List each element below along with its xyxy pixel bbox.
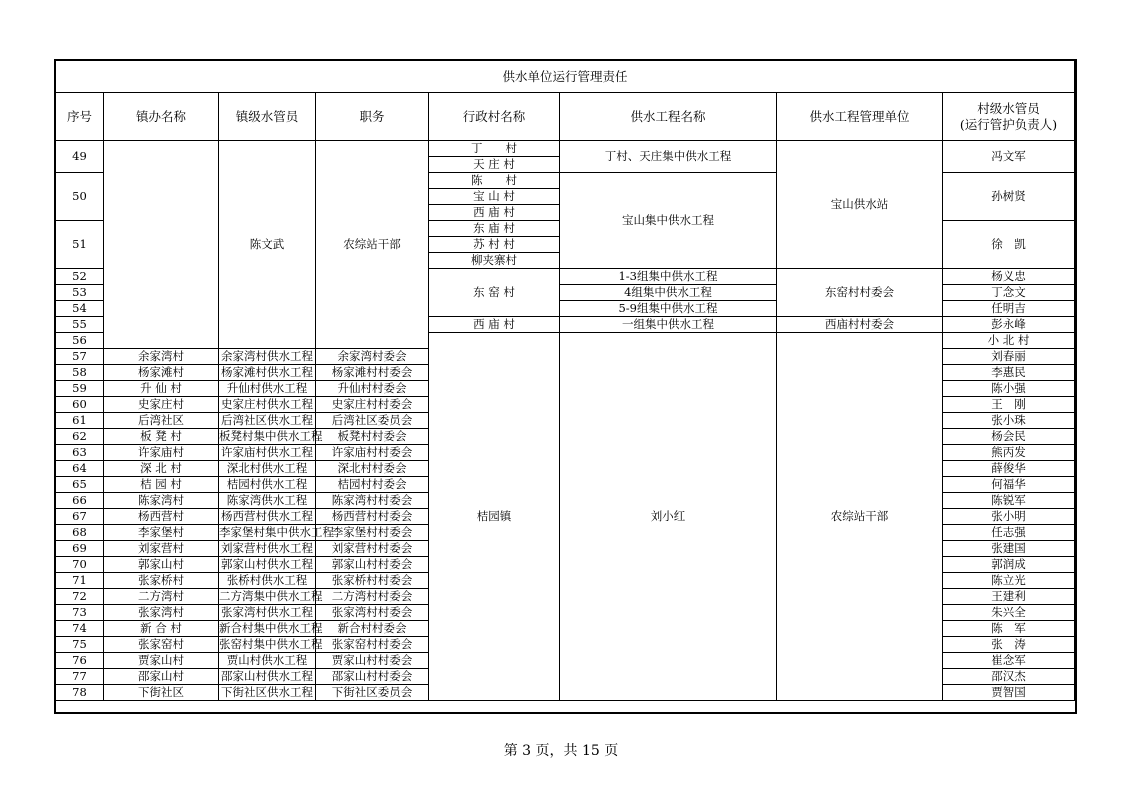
- unit-cell: 杨西营村村委会: [316, 509, 429, 525]
- manager-cell: 邵汉杰: [943, 669, 1075, 685]
- unit-cell: 桔园村村委会: [316, 477, 429, 493]
- village-cell: 新 合 村: [104, 621, 219, 637]
- village-cell: 后湾社区: [104, 413, 219, 429]
- project-cell: 新合村集中供水工程: [219, 621, 323, 635]
- village-cell: 下街社区: [104, 685, 219, 701]
- seq-cell: 65: [56, 477, 104, 493]
- village-cell: 东 窑 村: [429, 269, 560, 317]
- village-cell: 杨家滩村: [104, 365, 219, 381]
- header-position: 职务: [316, 93, 429, 141]
- manager-cell: 刘春丽: [943, 349, 1075, 365]
- seq-cell: 64: [56, 461, 104, 477]
- seq-cell: 51: [56, 221, 104, 269]
- seq-cell: 54: [56, 301, 104, 317]
- manager-cell: 张建国: [943, 541, 1075, 557]
- project-cell: 史家庄村供水工程: [219, 397, 316, 413]
- village-cell: 陈家湾村: [104, 493, 219, 509]
- water-supply-table: [55, 60, 1075, 701]
- responsibility-sheet: [55, 60, 1075, 701]
- village-cell: 张家湾村: [104, 605, 219, 621]
- seq-cell: 76: [56, 653, 104, 669]
- village-cell: 李家堡村: [104, 525, 219, 541]
- seq-cell: 49: [56, 141, 104, 173]
- unit-cell: 西庙村村委会: [777, 317, 943, 333]
- unit-cell: 张家桥村村委会: [316, 573, 429, 589]
- unit-cell: 下街社区委员会: [316, 685, 429, 701]
- unit-cell: 张家湾村村委会: [316, 605, 429, 621]
- seq-cell: 69: [56, 541, 104, 557]
- unit-cell: 史家庄村村委会: [316, 397, 429, 413]
- project-cell: 郭家山村供水工程: [219, 557, 316, 573]
- seq-cell: 53: [56, 285, 104, 301]
- village-cell: 二方湾村: [104, 589, 219, 605]
- project-cell: 贾山村供水工程: [219, 653, 316, 669]
- project-cell: 5-9组集中供水工程: [560, 301, 777, 317]
- manager-cell: 杨义忠: [943, 269, 1075, 285]
- seq-cell: 62: [56, 429, 104, 445]
- seq-cell: 56: [56, 333, 104, 349]
- seq-cell: 68: [56, 525, 104, 541]
- town-cell: 桔园镇: [429, 333, 560, 701]
- position-cell: 农综站干部: [777, 333, 943, 701]
- manager-cell: 郭润成: [943, 557, 1075, 573]
- manager-cell: 任志强: [943, 525, 1075, 541]
- seq-cell: 73: [56, 605, 104, 621]
- project-cell: 陈家湾供水工程: [219, 493, 316, 509]
- project-cell: 张窑村集中供水工程: [219, 637, 323, 651]
- manager-cell: 冯文军: [943, 141, 1075, 173]
- unit-cell: 东窑村村委会: [777, 269, 943, 317]
- village-cell: 西 庙 村: [429, 205, 560, 221]
- project-cell: 板凳村集中供水工程: [219, 429, 323, 443]
- seq-cell: 78: [56, 685, 104, 701]
- manager-cell: 彭永峰: [943, 317, 1075, 333]
- project-cell: 丁村、天庄集中供水工程: [560, 141, 777, 173]
- manager-cell: 陈立光: [943, 573, 1075, 589]
- position-cell: 农综站干部: [316, 141, 429, 349]
- manager-cell: 贾智国: [943, 685, 1075, 701]
- header-unit: 供水工程管理单位: [777, 93, 943, 141]
- project-cell: 李家堡村集中供水工程: [219, 525, 334, 539]
- village-cell: 郭家山村: [104, 557, 219, 573]
- village-cell: 苏 村 村: [429, 237, 560, 253]
- seq-cell: 75: [56, 637, 104, 653]
- manager-cell: 朱兴全: [943, 605, 1075, 621]
- project-cell: 宝山集中供水工程: [560, 173, 777, 269]
- project-cell: 杨西营村供水工程: [219, 509, 316, 525]
- unit-cell: 郭家山村村委会: [316, 557, 429, 573]
- header-town: 镇办名称: [104, 93, 219, 141]
- seq-cell: 66: [56, 493, 104, 509]
- page-footer: 第 3 页，共 15 页: [503, 743, 619, 759]
- project-cell: 邵家山村供水工程: [219, 669, 316, 685]
- unit-cell: 深北村村委会: [316, 461, 429, 477]
- seq-cell: 58: [56, 365, 104, 381]
- header-town-official: 镇级水管员: [219, 93, 316, 141]
- village-cell: 宝 山 村: [429, 189, 560, 205]
- village-cell: 东 庙 村: [429, 221, 560, 237]
- project-cell: 许家庙村供水工程: [219, 445, 316, 461]
- village-cell: 史家庄村: [104, 397, 219, 413]
- header-seq: 序号: [56, 93, 104, 141]
- town-cell: [104, 141, 219, 349]
- unit-cell: 刘家营村村委会: [316, 541, 429, 557]
- village-cell: 邵家山村: [104, 669, 219, 685]
- town-official-cell: 陈文武: [219, 141, 316, 349]
- village-cell: 深 北 村: [104, 461, 219, 477]
- village-cell: 天 庄 村: [429, 157, 560, 173]
- village-cell: 升 仙 村: [104, 381, 219, 397]
- seq-cell: 61: [56, 413, 104, 429]
- unit-cell: 余家湾村委会: [316, 349, 429, 365]
- unit-cell: 贾家山村村委会: [316, 653, 429, 669]
- village-cell: 桔 园 村: [104, 477, 219, 493]
- project-cell: 升仙村供水工程: [219, 381, 316, 397]
- unit-cell: 李家堡村村委会: [316, 525, 429, 541]
- manager-cell: 张小明: [943, 509, 1075, 525]
- unit-cell: 张家窑村村委会: [316, 637, 429, 653]
- manager-cell: 陈锐军: [943, 493, 1075, 509]
- seq-cell: 71: [56, 573, 104, 589]
- unit-cell: 陈家湾村村委会: [316, 493, 429, 509]
- manager-cell: 丁念文: [943, 285, 1075, 301]
- unit-cell: 升仙村村委会: [316, 381, 429, 397]
- seq-cell: 57: [56, 349, 104, 365]
- seq-cell: 55: [56, 317, 104, 333]
- project-cell: 余家湾村供水工程: [219, 349, 316, 365]
- unit-cell: 后湾社区委员会: [316, 413, 429, 429]
- header-village-manager: 村级水管员 (运行管护负责人): [943, 93, 1075, 141]
- header-village: 行政村名称: [429, 93, 560, 141]
- project-cell: 1-3组集中供水工程: [560, 269, 777, 285]
- project-cell: 一组集中供水工程: [560, 317, 777, 333]
- town-official-cell: 刘小红: [560, 333, 777, 701]
- unit-cell: 新合村村委会: [316, 621, 429, 637]
- manager-cell: 孙树贤: [943, 173, 1075, 221]
- unit-cell: 杨家滩村村委会: [316, 365, 429, 381]
- manager-cell: 薛俊华: [943, 461, 1075, 477]
- project-cell: 后湾社区供水工程: [219, 413, 316, 429]
- seq-cell: 50: [56, 173, 104, 221]
- project-cell: 刘家营村供水工程: [219, 541, 316, 557]
- project-cell: 深北村供水工程: [219, 461, 316, 477]
- unit-cell: 宝山供水站: [777, 141, 943, 269]
- manager-cell: 何福华: [943, 477, 1075, 493]
- project-cell: 张家湾村供水工程: [219, 605, 316, 621]
- unit-cell: 许家庙村村委会: [316, 445, 429, 461]
- manager-cell: 熊丙发: [943, 445, 1075, 461]
- unit-cell: 二方湾村村委会: [316, 589, 429, 605]
- seq-cell: 52: [56, 269, 104, 285]
- village-cell: 许家庙村: [104, 445, 219, 461]
- village-cell: 丁 村: [429, 141, 560, 157]
- project-cell: 4组集中供水工程: [560, 285, 777, 301]
- village-cell: 贾家山村: [104, 653, 219, 669]
- manager-cell: 王 刚: [943, 397, 1075, 413]
- village-cell: 小 北 村: [943, 333, 1075, 349]
- village-cell: 柳夹寨村: [429, 253, 560, 269]
- village-cell: 板 凳 村: [104, 429, 219, 445]
- manager-cell: 徐 凯: [943, 221, 1075, 269]
- manager-cell: 杨会民: [943, 429, 1075, 445]
- unit-cell: 邵家山村村委会: [316, 669, 429, 685]
- village-cell: 杨西营村: [104, 509, 219, 525]
- project-cell: 杨家滩村供水工程: [219, 365, 316, 381]
- seq-cell: 72: [56, 589, 104, 605]
- manager-cell: 崔念军: [943, 653, 1075, 669]
- seq-cell: 59: [56, 381, 104, 397]
- village-cell: 张家桥村: [104, 573, 219, 589]
- village-cell: 西 庙 村: [429, 317, 560, 333]
- seq-cell: 60: [56, 397, 104, 413]
- seq-cell: 70: [56, 557, 104, 573]
- village-cell: 陈 村: [429, 173, 560, 189]
- manager-cell: 王建利: [943, 589, 1075, 605]
- manager-cell: 张小珠: [943, 413, 1075, 429]
- project-cell: 桔园村供水工程: [219, 477, 316, 493]
- village-cell: 张家窑村: [104, 637, 219, 653]
- manager-cell: 陈小强: [943, 381, 1075, 397]
- project-cell: 张桥村供水工程: [219, 573, 316, 589]
- manager-cell: 张 涛: [943, 637, 1075, 653]
- manager-cell: 陈 军: [943, 621, 1075, 637]
- seq-cell: 74: [56, 621, 104, 637]
- project-cell: 二方湾集中供水工程: [219, 589, 323, 603]
- table-title: 供水单位运行管理责任: [56, 61, 1075, 93]
- seq-cell: 67: [56, 509, 104, 525]
- unit-cell: 板凳村村委会: [316, 429, 429, 445]
- header-project: 供水工程名称: [560, 93, 777, 141]
- manager-cell: 李惠民: [943, 365, 1075, 381]
- manager-cell: 任明吉: [943, 301, 1075, 317]
- village-cell: 刘家营村: [104, 541, 219, 557]
- village-cell: 余家湾村: [104, 349, 219, 365]
- seq-cell: 77: [56, 669, 104, 685]
- seq-cell: 63: [56, 445, 104, 461]
- project-cell: 下街社区供水工程: [219, 685, 316, 701]
